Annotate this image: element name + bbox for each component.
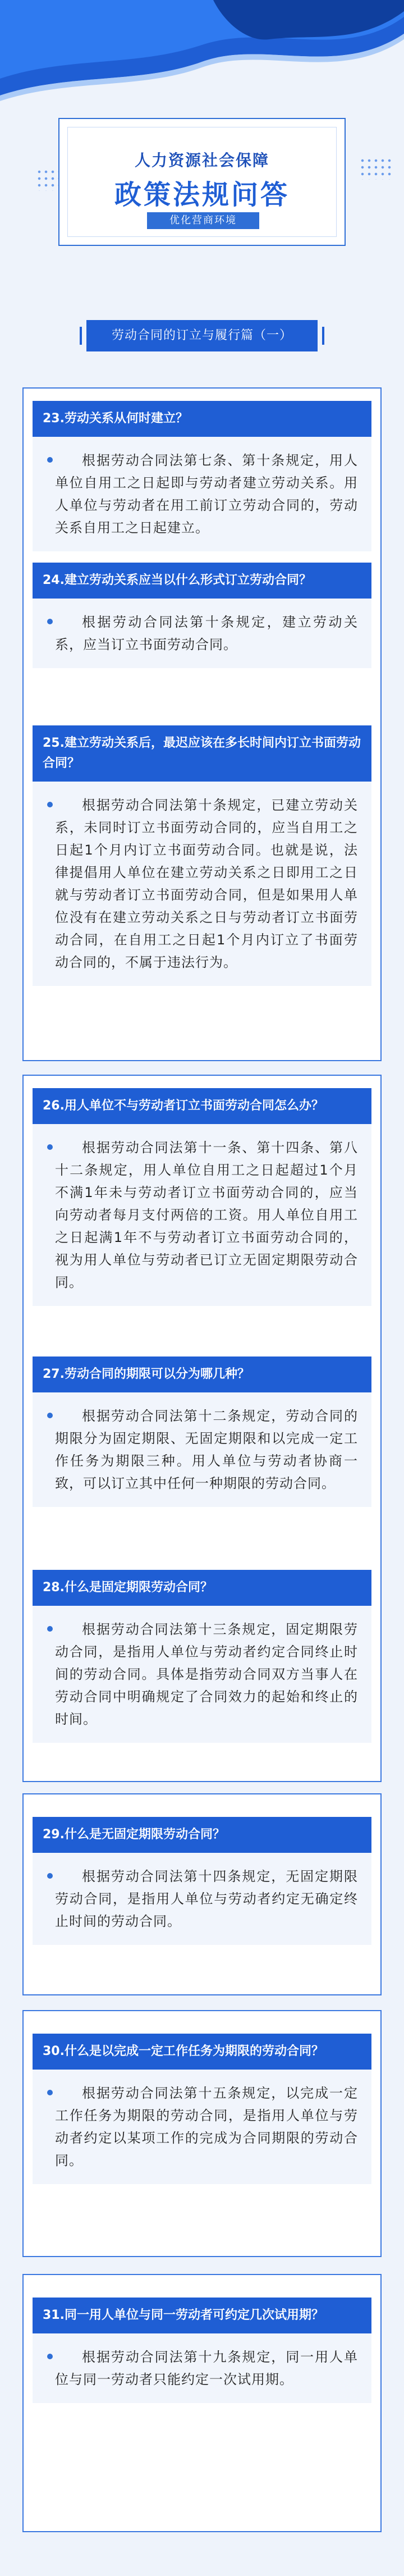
answer-box bbox=[33, 1392, 371, 1507]
qa-item bbox=[33, 725, 371, 986]
question-title: 30.什么是以完成一定工作任务为期限的劳动合同？ bbox=[33, 2034, 371, 2070]
question-title: 23.劳动关系从何时建立？ bbox=[33, 401, 371, 437]
dot-pattern-right bbox=[359, 157, 393, 180]
bullet-dot bbox=[47, 802, 53, 807]
title-card bbox=[58, 118, 346, 246]
bullet-dot bbox=[47, 1873, 53, 1879]
bullet-dot bbox=[47, 1413, 53, 1418]
page-title: 政策法规问答 bbox=[114, 179, 290, 211]
question-title: 28.什么是固定期限劳动合同？ bbox=[33, 1570, 371, 1606]
answer-text: 根据劳动合同法第十二条规定，劳动合同的期限分为固定期限、无固定期限和以完成一定工作任务为期限三种。用人单位与劳动者协商一致，可以订立其中任何一种期限的劳动合同。 bbox=[55, 1408, 358, 1491]
section-title: 劳动合同的订立与履行篇（一） bbox=[86, 320, 318, 351]
answer-text: 根据劳动合同法第七条、第十条规定，用人单位自用工之日起即与劳动者建立劳动关系。用人单位与劳动者在用工前订立劳动合同的，劳动关系自用工之日起建立。 bbox=[55, 453, 358, 536]
qa-item bbox=[33, 2298, 371, 2403]
bullet-dot bbox=[47, 619, 53, 624]
bullet-dot bbox=[47, 1144, 53, 1150]
answer-text: 根据劳动合同法第十条规定，已建立劳动关系，未同时订立书面劳动合同的，应当自用工之日起1个月内订立书面劳动合同。也就是说，法律提倡用人单位在建立劳动关系之日即用工之日就与劳动者订立书面劳动合同，但是如果用人单位没有在建立劳动关系之日与劳动者订立书面劳动合同，在自用工之日起1个月内订立了书面劳动合同的，不属于违法行为。 bbox=[55, 797, 358, 970]
answer-text: 根据劳动合同法第十四条规定，无固定期限劳动合同，是指用人单位与劳动者约定无确定终止时间的劳动合同。 bbox=[55, 1869, 358, 1929]
answer-box bbox=[33, 2333, 371, 2403]
qa-item bbox=[33, 2034, 371, 2184]
qa-item bbox=[33, 1088, 371, 1306]
qa-item bbox=[33, 1570, 371, 1743]
qa-item bbox=[33, 1817, 371, 1945]
answer-text: 根据劳动合同法第十三条规定，固定期限劳动合同，是指用人单位与劳动者约定合同终止时间的劳动合同。具体是指劳动合同双方当事人在劳动合同中明确规定了合同效力的起始和终止的时间。 bbox=[55, 1622, 358, 1727]
question-title: 26.用人单位不与劳动者订立书面劳动合同怎么办？ bbox=[33, 1088, 371, 1124]
question-title: 29.什么是无固定期限劳动合同？ bbox=[33, 1817, 371, 1853]
qa-item bbox=[33, 563, 371, 668]
answer-box bbox=[33, 2070, 371, 2184]
qa-group-2 bbox=[22, 1075, 382, 1782]
qa-group-1 bbox=[22, 387, 382, 1061]
answer-text: 根据劳动合同法第十一条、第十四条、第八十二条规定，用人单位自用工之日起超过1个月不满1年未与劳动者订立书面劳动合同的，应当向劳动者每月支付两倍的工资。用人单位自用工之日起满1年不与劳动者订立书面劳动合同的，视为用人单位与劳动者已订立无固定期限劳动合同。 bbox=[55, 1140, 358, 1290]
question-title: 24.建立劳动关系应当以什么形式订立劳动合同？ bbox=[33, 563, 371, 599]
answer-text: 根据劳动合同法第十九条规定，同一用人单位与同一劳动者只能约定一次试用期。 bbox=[55, 2349, 358, 2387]
answer-box bbox=[33, 1853, 371, 1945]
answer-text: 根据劳动合同法第十条规定，建立劳动关系，应当订立书面劳动合同。 bbox=[55, 614, 358, 652]
qa-group-3 bbox=[22, 1793, 382, 1995]
bullet-dot bbox=[47, 1626, 53, 1632]
qa-item bbox=[33, 1356, 371, 1507]
bullet-dot bbox=[47, 457, 53, 463]
answer-box bbox=[33, 437, 371, 551]
question-title: 31.同一用人单位与同一劳动者可约定几次试用期？ bbox=[33, 2298, 371, 2333]
answer-box bbox=[33, 1124, 371, 1306]
answer-box bbox=[33, 782, 371, 986]
header-wave-decoration bbox=[0, 0, 404, 135]
title-tag: 优化营商环境 bbox=[147, 212, 259, 229]
qa-group-4 bbox=[22, 2010, 382, 2257]
question-title: 27.劳动合同的期限可以分为哪几种？ bbox=[33, 1356, 371, 1392]
answer-text: 根据劳动合同法第十五条规定，以完成一定工作任务为期限的劳动合同，是指用人单位与劳动者约定以某项工作的完成为合同期限的劳动合同。 bbox=[55, 2085, 358, 2168]
bullet-dot bbox=[47, 2090, 53, 2095]
question-title: 25.建立劳动关系后，最迟应该在多长时间内订立书面劳动合同？ bbox=[33, 725, 371, 782]
org-name: 人力资源社会保障 bbox=[134, 151, 269, 170]
answer-box bbox=[33, 599, 371, 668]
qa-group-5 bbox=[22, 2274, 382, 2532]
answer-box bbox=[33, 1606, 371, 1743]
qa-item bbox=[33, 401, 371, 551]
bullet-dot bbox=[47, 2354, 53, 2359]
